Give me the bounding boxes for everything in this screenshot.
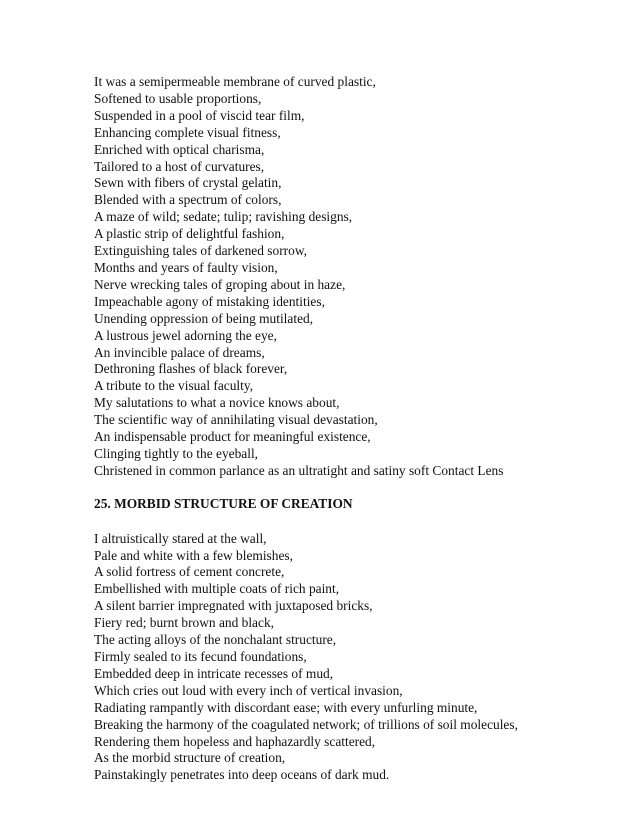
poem-line: It was a semipermeable membrane of curved plastic, [94,74,376,89]
poem-line: A silent barrier impregnated with juxtaposed bricks, [94,598,373,614]
poem-line: Embellished with multiple coats of rich paint, [94,581,340,597]
poem-line: Pale and white with a few blemishes, [94,547,293,563]
poem-line: A plastic strip of delightful fashion, [94,226,285,242]
poem-line: An invincible palace of dreams, [94,344,265,360]
poem-line: Suspended in a pool of viscid tear film, [94,107,305,123]
poem-line: Breaking the harmony of the coagulated network; of trillions of soil molecules, [94,716,518,732]
poem-line: Firmly sealed to its fecund foundations, [94,649,307,664]
poem-line: As the morbid structure of creation, [94,750,286,766]
poem-line: Impeachable agony of mistaking identities, [94,293,325,309]
poem-line: Embedded deep in intricate recesses of mud, [94,665,334,681]
poem-line: A lustrous jewel adorning the eye, [94,327,277,343]
poem-line: A maze of wild; sedate; tulip; ravishing designs, [94,209,353,225]
poem-line: Which cries out loud with every inch of vertical invasion, [94,682,403,698]
poem-line: Enriched with optical charisma, [94,141,265,157]
poem-line: Sewn with fibers of crystal gelatin, [94,175,282,191]
poem-line: An indispensable product for meaningful existence, [94,429,371,445]
poem-line: Christened in common parlance as an ultratight and satiny soft Contact Lens [94,462,504,478]
poem-line: Extinguishing tales of darkened sorrow, [94,243,307,259]
poem-heading: 25. MORBID STRUCTURE OF CREATION [94,495,353,511]
poem-line: Months and years of faulty vision, [94,259,278,275]
poem-line: Clinging tightly to the eyeball, [94,445,259,461]
poem-contact-lens [94,74,624,480]
poem-line: Unending oppression of being mutilated, [94,310,314,326]
poem-line: I altruistically stared at the wall, [94,530,267,546]
poem-line: Dethroning flashes of black forever, [94,361,288,377]
poem-line: A tribute to the visual faculty, [94,378,254,394]
poem-line: Radiating rampantly with discordant ease; with every unfurling minute, [94,699,478,715]
poem-line: My salutations to what a novice knows about, [94,395,340,411]
poem-line: Painstakingly penetrates into deep oceans of dark mud. [94,767,390,783]
poem-line: Blended with a spectrum of colors, [94,192,282,208]
poem-line: Fiery red; burnt brown and black, [94,615,274,631]
poem-line: Rendering them hopeless and haphazardly scattered, [94,733,376,749]
poem-line: A solid fortress of cement concrete, [94,564,285,580]
poem-line: The scientific way of annihilating visual devastation, [94,412,378,428]
poem-line: Softened to usable proportions, [94,90,262,106]
poem-line: The acting alloys of the nonchalant structure, [94,632,337,648]
document-text [94,74,624,784]
poem-line: Tailored to a host of curvatures, [94,158,265,174]
poem-line: Enhancing complete visual fitness, [94,124,281,140]
poem-line: Nerve wrecking tales of groping about in haze, [94,276,346,292]
poem-morbid-structure [94,531,624,785]
